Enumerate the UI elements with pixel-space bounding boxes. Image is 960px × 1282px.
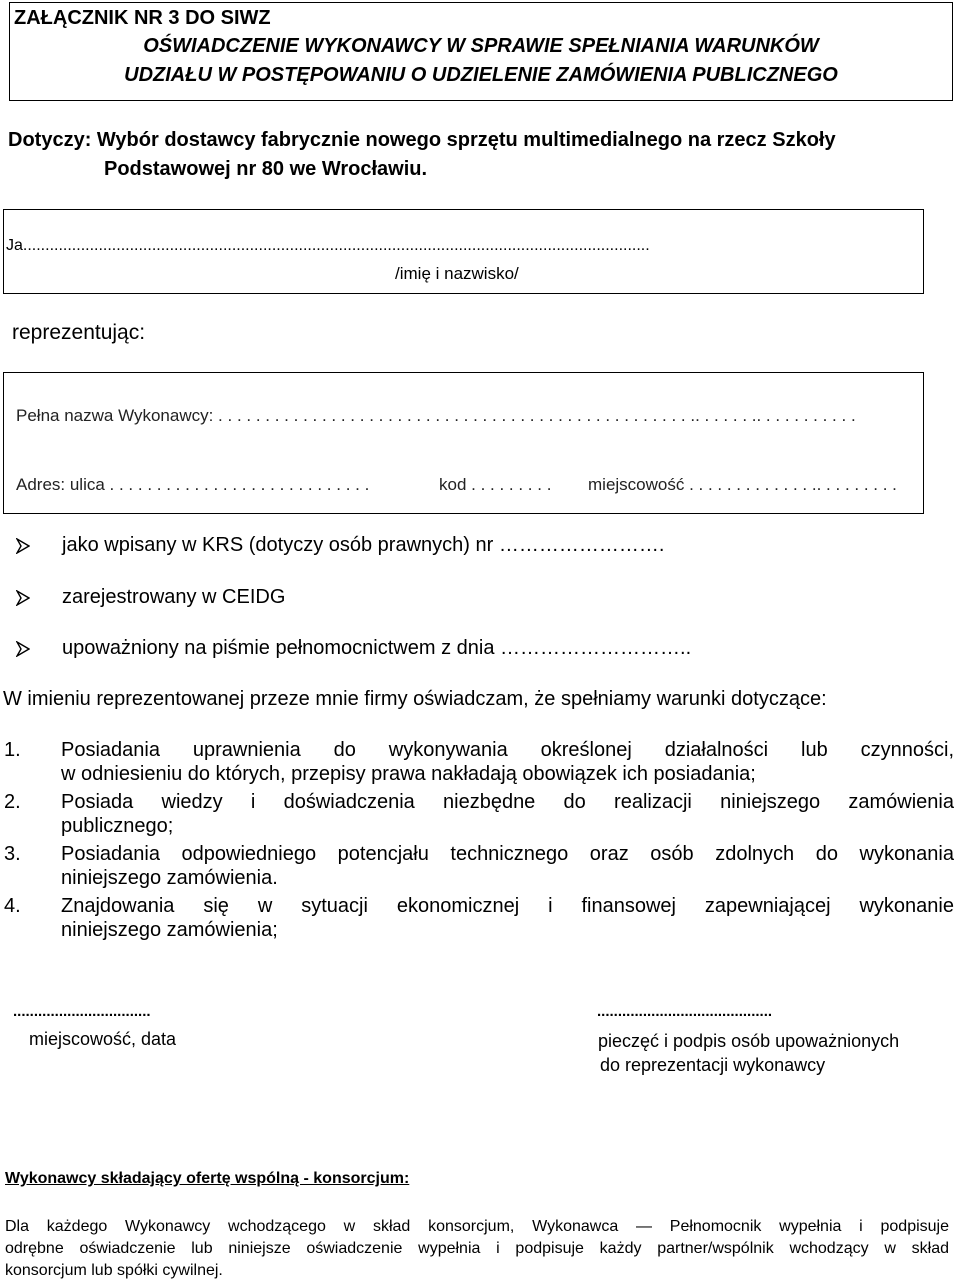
condition-text-line2: publicznego; (61, 815, 174, 837)
name-field[interactable]: Ja............................................................................................................................................. (6, 237, 650, 254)
conditions-list (4, 738, 954, 946)
condition-item (4, 894, 954, 942)
place-date-field[interactable]: ................................. (13, 1003, 151, 1020)
signature-field[interactable]: .......................................... (597, 1003, 773, 1020)
address-street-field[interactable]: Adres: ulica . . . . . . . . . . . . . . . . . . . . . . . . . . . . (16, 475, 370, 494)
condition-text-line2: niniejszego zamówienia. (61, 867, 278, 889)
concerns-line1: Dotyczy: Wybór dostawcy fabrycznie nowego sprzętu multimedialnego na rzecz Szkoły (8, 129, 836, 151)
arrow-bullet-icon (16, 538, 30, 554)
concerns-line2: Podstawowej nr 80 we Wrocławiu. (104, 158, 428, 180)
condition-text (61, 738, 954, 786)
consortium-note-line3: konsorcjum lub spółki cywilnej. (5, 1262, 223, 1279)
declaration-title-line1: OŚWIADCZENIE WYKONAWCY W SPRAWIE SPEŁNIANIA WARUNKÓW (143, 35, 819, 57)
name-box (3, 209, 924, 294)
condition-text-line2: w odniesieniu do których, przepisy prawa nakładają obowiązek ich posiadania; (61, 763, 756, 785)
bullet-krs-text: jako wpisany w KRS (dotyczy osób prawnych) nr ……………………. (62, 534, 665, 556)
condition-number: 4. (4, 895, 21, 917)
contractor-box (3, 372, 924, 514)
representing-label: reprezentując: (12, 321, 146, 344)
condition-text-line1: Posiadania odpowiedniego potencjału technicznego oraz osób zdolnych do wykonania (61, 843, 954, 865)
declaration-title (10, 32, 952, 90)
city-field[interactable]: miejscowość . . . . . . . . . . . . . .. . . . . . . . . (588, 475, 897, 494)
condition-text-line1: Znajdowania się w sytuacji ekonomicznej i finansowej zapewniającej wykonanie (61, 895, 954, 917)
place-date-label: miejscowość, data (29, 1029, 177, 1049)
declaration-title-line2: UDZIAŁU W POSTĘPOWANIU O UDZIELENIE ZAMÓWIENIA PUBLICZNEGO (124, 64, 838, 86)
bullet-krs (16, 534, 664, 557)
signature-label-line1: pieczęć i podpis osób upoważnionych (598, 1031, 900, 1051)
signature-label-line2: do reprezentacji wykonawcy (600, 1055, 826, 1075)
condition-text (61, 790, 954, 838)
consortium-note (5, 1216, 949, 1282)
statement-text: W imieniu reprezentowanej przeze mnie firmy oświadczam, że spełniamy warunki dotyczące: (3, 688, 827, 710)
consortium-heading: Wykonawcy składający ofertę wspólną - konsorcjum: (5, 1170, 410, 1187)
signature-label (598, 1029, 899, 1077)
name-caption: /imię i nazwisko/ (395, 264, 519, 283)
annex-title: ZAŁĄCZNIK NR 3 DO SIWZ (14, 7, 271, 29)
header-box (9, 2, 953, 101)
postal-code-field[interactable]: kod . . . . . . . . . (439, 475, 552, 494)
contractor-full-name-field[interactable]: Pełna nazwa Wykonawcy: . . . . . . . . . . . . . . . . . . . . . . . . . . . . . . . . . . . . . . . . . . . . . . . . . . .. . . . . . .. . . . . . . . . . . (16, 406, 856, 425)
bullet-ceidg (16, 586, 285, 609)
condition-number: 3. (4, 843, 21, 865)
condition-text (61, 842, 954, 890)
concerns-paragraph (8, 126, 958, 184)
bullet-authorized-text: upoważniony na piśmie pełnomocnictwem z dnia ……………………….. (62, 637, 692, 659)
consortium-note-line2: odrębne oświadczenie lub niniejsze oświadczenie wypełnia i podpisuje każdy partner/wspólnik wchodzący w skład (5, 1240, 949, 1257)
consortium-note-line1: Dla każdego Wykonawcy wchodzącego w skład konsorcjum, Wykonawca — Pełnomocnik wypełnia i podpisuje (5, 1218, 949, 1235)
condition-text-line2: niniejszego zamówienia; (61, 919, 278, 941)
condition-number: 1. (4, 739, 21, 761)
condition-text-line1: Posiadania uprawnienia do wykonywania określonej działalności lub czynności, (61, 739, 954, 761)
condition-text (61, 894, 954, 942)
arrow-bullet-icon (16, 641, 30, 657)
arrow-bullet-icon (16, 590, 30, 606)
bullet-ceidg-text: zarejestrowany w CEIDG (62, 586, 286, 608)
condition-text-line1: Posiada wiedzy i doświadczenia niezbędne do realizacji niniejszego zamówienia (61, 791, 954, 813)
condition-number: 2. (4, 791, 21, 813)
bullet-authorized (16, 637, 691, 660)
condition-item (4, 842, 954, 890)
condition-item (4, 790, 954, 838)
condition-item (4, 738, 954, 786)
